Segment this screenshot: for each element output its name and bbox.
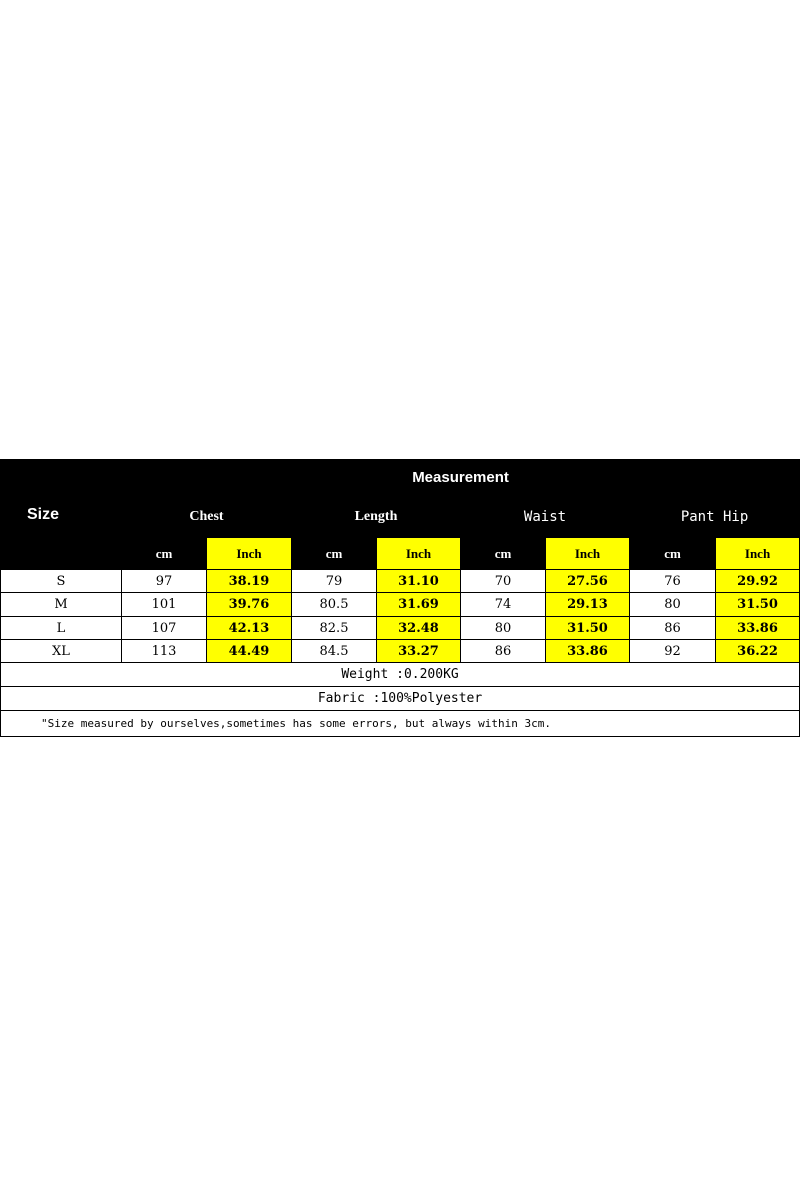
size-label: L [1,617,122,640]
chest-cm-value: 101 [122,593,207,617]
waist-cm-value: 74 [461,593,546,617]
waist-inch-value: 31.50 [546,617,630,640]
chest-cm-value: 97 [122,570,207,593]
waist-cm-value: 86 [461,640,546,663]
chest-inch-value: 39.76 [207,593,292,617]
length-cm-value: 80.5 [292,593,377,617]
chest-cm-value: 107 [122,617,207,640]
length-inch-value: 32.48 [377,617,461,640]
table-row [1,570,800,593]
size-label: S [1,570,122,593]
hip-cm-value: 86 [630,617,716,640]
hip-cm-value: 80 [630,593,716,617]
hip-cm-unit: cm [630,538,716,570]
length-cm-unit: cm [292,538,377,570]
chest-cm-value: 113 [122,640,207,663]
waist-inch-value: 33.86 [546,640,630,663]
pant-hip-header: Pant Hip [630,496,800,538]
hip-cm-value: 92 [630,640,716,663]
size-label: M [1,593,122,617]
table-row [1,640,800,663]
chest-inch-value: 42.13 [207,617,292,640]
size-disclaimer-note: "Size measured by ourselves,sometimes has some errors, but always within 3cm. [1,711,800,737]
length-cm-value: 84.5 [292,640,377,663]
waist-inch-value: 27.56 [546,570,630,593]
length-inch-value: 31.69 [377,593,461,617]
hip-inch-value: 29.92 [716,570,800,593]
chest-header: Chest [122,496,292,538]
size-chart-table [0,459,800,737]
length-cm-value: 79 [292,570,377,593]
chest-inch-value: 38.19 [207,570,292,593]
chest-inch-unit: Inch [207,538,292,570]
length-inch-unit: Inch [377,538,461,570]
hip-cm-value: 76 [630,570,716,593]
size-column-header: Size [1,460,122,570]
length-cm-value: 82.5 [292,617,377,640]
hip-inch-value: 33.86 [716,617,800,640]
table-row [1,593,800,617]
chest-inch-value: 44.49 [207,640,292,663]
fabric-info: Fabric :100%Polyester [1,687,800,711]
hip-inch-value: 36.22 [716,640,800,663]
waist-inch-unit: Inch [546,538,630,570]
waist-cm-value: 80 [461,617,546,640]
table-row [1,617,800,640]
chest-cm-unit: cm [122,538,207,570]
weight-info: Weight :0.200KG [1,663,800,687]
hip-inch-unit: Inch [716,538,800,570]
length-inch-value: 33.27 [377,640,461,663]
waist-inch-value: 29.13 [546,593,630,617]
hip-inch-value: 31.50 [716,593,800,617]
size-label: XL [1,640,122,663]
length-inch-value: 31.10 [377,570,461,593]
waist-header: Waist [461,496,630,538]
waist-cm-unit: cm [461,538,546,570]
waist-cm-value: 70 [461,570,546,593]
length-header: Length [292,496,461,538]
measurement-header: Measurement [122,460,800,496]
